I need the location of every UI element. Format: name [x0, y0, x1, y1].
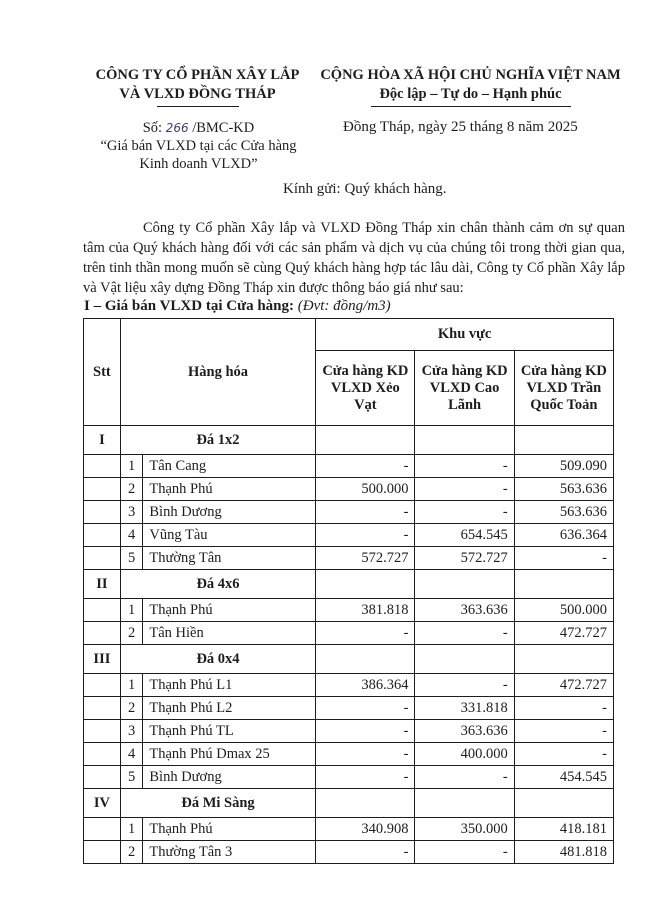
item-name: Thạnh Phú L2: [143, 697, 316, 720]
price-cao-lanh: 331.818: [415, 697, 514, 720]
body-paragraph: Công ty Cổ phần Xây lắp và VLXD Đồng Tháp xin chân thành cảm ơn sự quan tâm của Quý khách hàng đối với các sản phẩm và dịch vụ của chúng tôi trong thời gian qua, trên tinh thần mong muốn sẽ cùng Quý khách hàng hợp tác lâu dài, Công ty Cổ phần Xây lắp và Vật liệu xây dựng Đồng Tháp xin được thông báo giá như sau:: [83, 220, 625, 296]
item-name: Thường Tân: [143, 547, 316, 570]
item-name: Thạnh Phú: [143, 599, 316, 622]
item-number: 2: [120, 478, 143, 501]
price-cao-lanh: 363.636: [415, 599, 514, 622]
subject-line2: Kinh doanh VLXD”: [139, 156, 258, 172]
group-empty-cell: [316, 570, 415, 599]
table-row: [84, 501, 614, 524]
item-number: 4: [120, 743, 143, 766]
price-xeo-vat: 500.000: [316, 478, 415, 501]
motto-underline: [371, 106, 571, 107]
table-row: [84, 478, 614, 501]
item-name: Tân Cang: [143, 455, 316, 478]
table-row: [84, 455, 614, 478]
table-row: [84, 720, 614, 743]
table-row: [84, 622, 614, 645]
group-empty-cell: [514, 645, 613, 674]
group-empty-cell: [415, 789, 514, 818]
stt-empty-cell: [84, 674, 121, 697]
item-number: 5: [120, 766, 143, 789]
stt-empty-cell: [84, 501, 121, 524]
item-number: 1: [120, 674, 143, 697]
group-empty-cell: [514, 570, 613, 599]
doc-no-label: Số:: [142, 120, 163, 136]
stt-empty-cell: [84, 743, 121, 766]
price-cao-lanh: 572.727: [415, 547, 514, 570]
group-roman: I: [84, 426, 121, 455]
item-name: Bình Dương: [143, 501, 316, 524]
group-row: [84, 645, 614, 674]
group-empty-cell: [415, 570, 514, 599]
document-date: Đồng Tháp, ngày 25 tháng 8 năm 2025: [343, 119, 578, 135]
price-cao-lanh: -: [415, 501, 514, 524]
item-name: Thạnh Phú: [143, 818, 316, 841]
national-header: [308, 66, 633, 107]
item-number: 5: [120, 547, 143, 570]
price-table: [83, 318, 614, 864]
company-header: [80, 66, 315, 107]
doc-no-handwritten: 266: [165, 121, 189, 135]
price-cao-lanh: -: [415, 841, 514, 864]
stt-empty-cell: [84, 841, 121, 864]
section-heading: I – Giá bán VLXD tại Cửa hàng:: [84, 298, 295, 314]
group-row: [84, 570, 614, 599]
item-number: 2: [120, 697, 143, 720]
price-tran-quoc-toan: 472.727: [514, 622, 613, 645]
group-roman: IV: [84, 789, 121, 818]
item-name: Thường Tân 3: [143, 841, 316, 864]
item-number: 1: [120, 818, 143, 841]
price-xeo-vat: -: [316, 841, 415, 864]
group-empty-cell: [316, 789, 415, 818]
price-xeo-vat: -: [316, 524, 415, 547]
nation-title: CỘNG HÒA XÃ HỘI CHỦ NGHĨA VIỆT NAM: [320, 67, 621, 83]
group-row: [84, 426, 614, 455]
header-product: Hàng hóa: [120, 319, 315, 426]
stt-empty-cell: [84, 478, 121, 501]
price-xeo-vat: 381.818: [316, 599, 415, 622]
item-name: Thạnh Phú: [143, 478, 316, 501]
table-row: [84, 743, 614, 766]
price-xeo-vat: -: [316, 622, 415, 645]
price-tran-quoc-toan: -: [514, 697, 613, 720]
price-xeo-vat: -: [316, 743, 415, 766]
group-empty-cell: [415, 645, 514, 674]
item-number: 4: [120, 524, 143, 547]
stt-empty-cell: [84, 524, 121, 547]
group-empty-cell: [316, 426, 415, 455]
price-tran-quoc-toan: -: [514, 547, 613, 570]
price-tran-quoc-toan: -: [514, 720, 613, 743]
price-cao-lanh: -: [415, 622, 514, 645]
table-row: [84, 818, 614, 841]
item-number: 3: [120, 720, 143, 743]
group-name: Đá Mi Sàng: [120, 789, 315, 818]
group-empty-cell: [415, 426, 514, 455]
price-cao-lanh: 350.000: [415, 818, 514, 841]
item-name: Vũng Tàu: [143, 524, 316, 547]
header-region: Khu vực: [316, 319, 614, 351]
stt-empty-cell: [84, 455, 121, 478]
table-row: [84, 674, 614, 697]
price-cao-lanh: 400.000: [415, 743, 514, 766]
price-cao-lanh: -: [415, 455, 514, 478]
greeting: Kính gửi: Quý khách hàng.: [283, 181, 447, 197]
doc-no-suffix: /BMC-KD: [192, 120, 255, 136]
table-row: [84, 547, 614, 570]
stt-empty-cell: [84, 766, 121, 789]
price-xeo-vat: -: [316, 697, 415, 720]
group-empty-cell: [514, 426, 613, 455]
stt-empty-cell: [84, 818, 121, 841]
stt-empty-cell: [84, 547, 121, 570]
header-store-cao-lanh: Cửa hàng KD VLXD Cao Lãnh: [415, 351, 514, 426]
group-roman: III: [84, 645, 121, 674]
group-roman: II: [84, 570, 121, 599]
group-empty-cell: [514, 789, 613, 818]
price-xeo-vat: 572.727: [316, 547, 415, 570]
price-tran-quoc-toan: -: [514, 743, 613, 766]
stt-empty-cell: [84, 697, 121, 720]
group-name: Đá 0x4: [120, 645, 315, 674]
document-number-block: [86, 119, 311, 173]
price-xeo-vat: -: [316, 501, 415, 524]
document-number: [86, 119, 311, 137]
price-cao-lanh: -: [415, 478, 514, 501]
item-name: Thạnh Phú Dmax 25: [143, 743, 316, 766]
stt-empty-cell: [84, 622, 121, 645]
table-row: [84, 841, 614, 864]
stt-empty-cell: [84, 720, 121, 743]
price-table-body: [84, 426, 614, 864]
company-underline: [157, 106, 239, 107]
company-name-line2: VÀ VLXD ĐỒNG THÁP: [119, 86, 276, 102]
item-name: Thạnh Phú TL: [143, 720, 316, 743]
price-xeo-vat: -: [316, 455, 415, 478]
price-cao-lanh: -: [415, 766, 514, 789]
stt-empty-cell: [84, 599, 121, 622]
section-title: [84, 298, 391, 315]
header-store-xeo-vat: Cửa hàng KD VLXD Xẻo Vạt: [316, 351, 415, 426]
subject-line1: “Giá bán VLXD tại các Cửa hàng: [100, 138, 297, 154]
table-row: [84, 766, 614, 789]
header-stt: Stt: [84, 319, 121, 426]
price-tran-quoc-toan: 481.818: [514, 841, 613, 864]
table-row: [84, 524, 614, 547]
item-number: 2: [120, 622, 143, 645]
price-xeo-vat: 386.364: [316, 674, 415, 697]
group-name: Đá 4x6: [120, 570, 315, 599]
price-cao-lanh: 654.545: [415, 524, 514, 547]
item-number: 3: [120, 501, 143, 524]
price-cao-lanh: 363.636: [415, 720, 514, 743]
item-name: Tân Hiền: [143, 622, 316, 645]
price-cao-lanh: -: [415, 674, 514, 697]
item-number: 2: [120, 841, 143, 864]
group-empty-cell: [316, 645, 415, 674]
group-name: Đá 1x2: [120, 426, 315, 455]
section-unit: (Đvt: đồng/m3): [297, 298, 391, 314]
price-tran-quoc-toan: 418.181: [514, 818, 613, 841]
price-tran-quoc-toan: 509.090: [514, 455, 613, 478]
item-name: Bình Dương: [143, 766, 316, 789]
price-tran-quoc-toan: 636.364: [514, 524, 613, 547]
nation-motto: Độc lập – Tự do – Hạnh phúc: [379, 86, 562, 102]
table-row: [84, 599, 614, 622]
item-number: 1: [120, 455, 143, 478]
company-name-line1: CÔNG TY CỔ PHẦN XÂY LẮP: [95, 67, 300, 83]
group-row: [84, 789, 614, 818]
price-xeo-vat: -: [316, 720, 415, 743]
price-tran-quoc-toan: 563.636: [514, 501, 613, 524]
price-xeo-vat: 340.908: [316, 818, 415, 841]
price-xeo-vat: -: [316, 766, 415, 789]
price-tran-quoc-toan: 454.545: [514, 766, 613, 789]
price-tran-quoc-toan: 472.727: [514, 674, 613, 697]
price-tran-quoc-toan: 563.636: [514, 478, 613, 501]
table-row: [84, 697, 614, 720]
price-tran-quoc-toan: 500.000: [514, 599, 613, 622]
item-number: 1: [120, 599, 143, 622]
header-store-tran-quoc-toan: Cửa hàng KD VLXD Trần Quốc Toản: [514, 351, 613, 426]
item-name: Thạnh Phú L1: [143, 674, 316, 697]
